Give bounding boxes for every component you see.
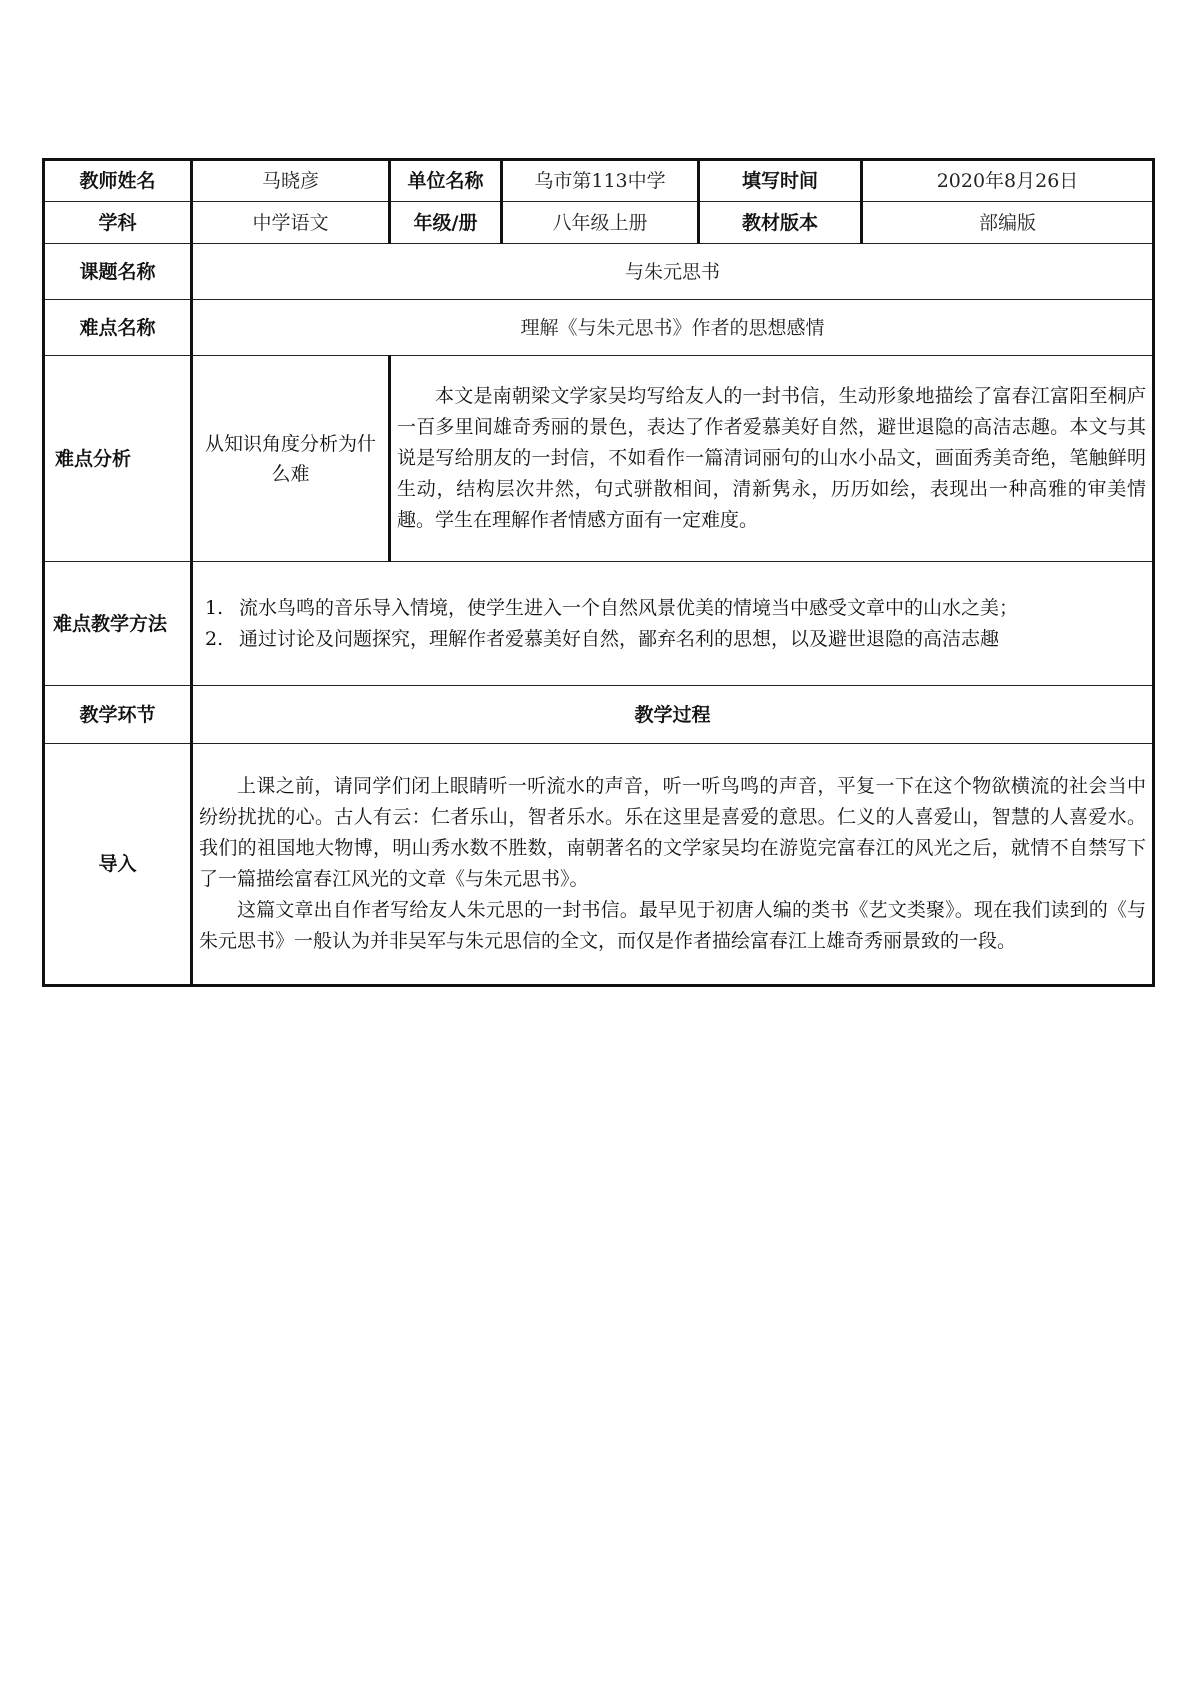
analysis-angle: 从知识角度分析为什么难 [192,356,390,562]
subject-value: 中学语文 [192,202,390,244]
analysis-text-cell [390,356,1154,562]
topic-row [44,244,1154,300]
unit-name-label: 单位名称 [390,160,502,202]
methods-item-text: 通过讨论及问题探究，理解作者爱慕美好自然，鄙弃名利的思想，以及避世退隐的高洁志趣 [239,627,1000,650]
grade-label: 年级/册 [390,202,502,244]
methods-row [44,562,1154,686]
lesson-plan-table [42,158,1155,987]
stage-header: 教学环节 [44,686,192,744]
header-row-1 [44,160,1154,202]
analysis-row [44,356,1154,562]
process-header-row [44,686,1154,744]
difficulty-label: 难点名称 [44,300,192,356]
difficulty-value: 理解《与朱元思书》作者的思想感情 [192,300,1154,356]
methods-item-number: 2. [205,627,224,650]
process-header: 教学过程 [192,686,1154,744]
edition-label: 教材版本 [699,202,862,244]
intro-text-cell [192,744,1154,986]
analysis-paragraph: 本文是南朝梁文学家吴均写给友人的一封书信，生动形象地描绘了富春江富阳至桐庐一百多里间雄奇秀丽的景色，表达了作者爱慕美好自然，避世退隐的高洁志趣。本文与其说是写给朋友的一封信，不如看作一篇清词丽句的山水小品文，画面秀美奇绝，笔触鲜明生动，结构层次井然，句式骈散相间，清新隽永，历历如绘，表现出一种高雅的审美情趣。学生在理解作者情感方面有一定难度。 [397,385,1146,531]
fill-time-label: 填写时间 [699,160,862,202]
intro-row [44,744,1154,986]
analysis-label: 难点分析 [44,356,192,562]
subject-label: 学科 [44,202,192,244]
edition-value: 部编版 [862,202,1154,244]
header-row-2 [44,202,1154,244]
methods-item-text: 流水鸟鸣的音乐导入情境，使学生进入一个自然风景优美的情境当中感受文章中的山水之美； [239,596,1019,619]
intro-paragraph-1: 上课之前，请同学们闭上眼睛听一听流水的声音，听一听鸟鸣的声音，平复一下在这个物欲横流的社会当中纷纷扰扰的心。古人有云：仁者乐山，智者乐水。乐在这里是喜爱的意思。仁义的人喜爱山，智慧的人喜爱水。我们的祖国地大物博，明山秀水数不胜数，南朝著名的文学家吴均在游览完富春江的风光之后，就情不自禁写下了一篇描绘富春江风光的文章《与朱元思书》。 [199,775,1146,890]
topic-value: 与朱元思书 [192,244,1154,300]
topic-label: 课题名称 [44,244,192,300]
methods-item-number: 1. [205,596,224,619]
methods-label: 难点教学方法 [44,562,192,686]
unit-name-value: 乌市第113中学 [502,160,699,202]
lesson-plan-sheet [42,158,1152,987]
fill-time-value: 2020年8月26日 [862,160,1154,202]
difficulty-row [44,300,1154,356]
grade-value: 八年级上册 [502,202,699,244]
methods-cell [192,562,1154,686]
teacher-name-label: 教师姓名 [44,160,192,202]
methods-list [199,593,1144,655]
methods-list-item [199,624,1144,655]
intro-paragraph-2: 这篇文章出自作者写给友人朱元思的一封书信。最早见于初唐人编的类书《艺文类聚》。现在我们读到的《与朱元思书》一般认为并非吴军与朱元思信的全文，而仅是作者描绘富春江上雄奇秀丽景致的一段。 [199,899,1146,952]
intro-label: 导入 [44,744,192,986]
methods-list-item [199,593,1144,624]
teacher-name-value: 马晓彦 [192,160,390,202]
